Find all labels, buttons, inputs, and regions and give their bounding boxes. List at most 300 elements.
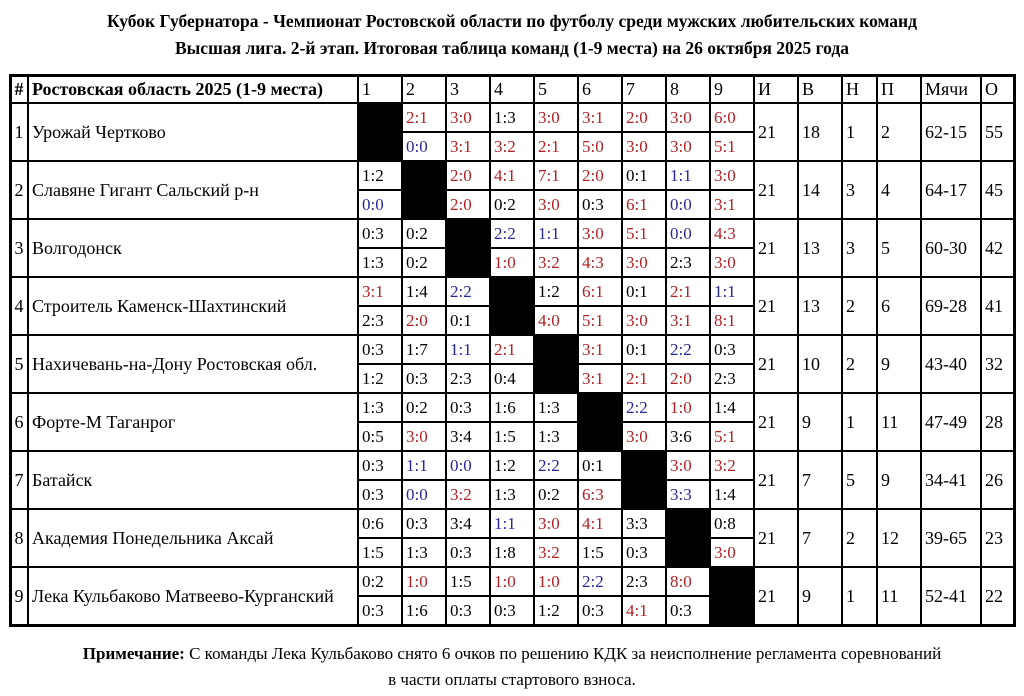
- score-cell: [490, 219, 534, 277]
- score-first-leg: 1:2: [359, 162, 401, 191]
- score-cell: [578, 219, 622, 277]
- score-second-leg: 3:2: [450, 485, 472, 505]
- score-cell: [402, 335, 446, 393]
- score-cell: [446, 277, 490, 335]
- stat-points: 23: [981, 509, 1014, 567]
- score-second-leg: 6:3: [582, 485, 604, 505]
- score-second-leg: 3:0: [670, 137, 692, 157]
- score-cell: [490, 335, 534, 393]
- score-cell: [402, 103, 446, 161]
- score-cell: [402, 393, 446, 451]
- score-second-leg: 0:3: [494, 601, 516, 621]
- stat-goals: 60-30: [921, 219, 981, 277]
- score-cell: [534, 103, 578, 161]
- score-cell: [446, 567, 490, 626]
- score-first-leg: 1:1: [711, 278, 753, 307]
- team-name-cell: Строитель Каменск-Шахтинский: [28, 277, 358, 335]
- stat-games: 21: [754, 219, 798, 277]
- stat-games: 21: [754, 103, 798, 161]
- score-first-leg: 1:3: [535, 394, 577, 423]
- score-first-leg: 0:0: [667, 220, 709, 249]
- score-first-leg: 2:0: [447, 162, 489, 191]
- score-first-leg: 1:1: [535, 220, 577, 249]
- team-name-cell: Урожай Чертково: [28, 103, 358, 161]
- score-second-leg: 0:3: [450, 601, 472, 621]
- score-cell: [710, 509, 754, 567]
- score-first-leg: 3:0: [667, 104, 709, 133]
- score-second-leg: 5:1: [582, 311, 604, 331]
- diagonal-cell: [622, 451, 666, 509]
- score-first-leg: 1:5: [447, 568, 489, 597]
- score-second-leg: 3:0: [714, 543, 736, 563]
- team-name-cell: Лека Кульбаково Матвеево-Курганский: [28, 567, 358, 626]
- score-cell: [622, 567, 666, 626]
- score-second-leg: 0:3: [362, 601, 384, 621]
- stat-losses: 2: [877, 103, 921, 161]
- score-cell: [622, 219, 666, 277]
- header-opponent-4: 4: [490, 76, 534, 104]
- score-first-leg: 1:1: [403, 452, 445, 481]
- stat-losses: 4: [877, 161, 921, 219]
- stat-games: 21: [754, 451, 798, 509]
- score-second-leg: 1:3: [538, 427, 560, 447]
- score-first-leg: 2:2: [623, 394, 665, 423]
- team-name-cell: Волгодонск: [28, 219, 358, 277]
- stat-goals: 34-41: [921, 451, 981, 509]
- score-cell: [534, 219, 578, 277]
- header-opponent-5: 5: [534, 76, 578, 104]
- score-second-leg: 1:5: [362, 543, 384, 563]
- score-second-leg: 5:1: [714, 427, 736, 447]
- score-second-leg: 0:0: [406, 137, 428, 157]
- score-first-leg: 1:1: [491, 510, 533, 539]
- stat-wins: 18: [798, 103, 842, 161]
- stat-wins: 13: [798, 277, 842, 335]
- score-first-leg: 1:4: [403, 278, 445, 307]
- score-cell: [402, 567, 446, 626]
- score-first-leg: 2:2: [667, 336, 709, 365]
- header-opponent-2: 2: [402, 76, 446, 104]
- score-second-leg: 1:5: [582, 543, 604, 563]
- score-first-leg: 8:0: [667, 568, 709, 597]
- score-first-leg: 2:2: [535, 452, 577, 481]
- stat-losses: 5: [877, 219, 921, 277]
- score-first-leg: 1:3: [491, 104, 533, 133]
- score-first-leg: 0:3: [403, 510, 445, 539]
- score-cell: [402, 509, 446, 567]
- stat-games: 21: [754, 161, 798, 219]
- header-stat-wins: В: [798, 76, 842, 104]
- score-cell: [490, 567, 534, 626]
- score-second-leg: 2:1: [626, 369, 648, 389]
- score-cell: [666, 161, 710, 219]
- stat-wins: 9: [798, 567, 842, 626]
- score-cell: [666, 335, 710, 393]
- page-title-line1: Кубок Губернатора - Чемпионат Ростовской области по футболу среди мужских любительских команд: [107, 11, 917, 31]
- score-second-leg: 5:0: [582, 137, 604, 157]
- team-row: [10, 219, 1014, 277]
- score-second-leg: 2:3: [450, 369, 472, 389]
- stat-goals: 39-65: [921, 509, 981, 567]
- score-second-leg: 5:1: [714, 137, 736, 157]
- score-first-leg: 0:8: [711, 510, 753, 539]
- header-stat-goals: Мячи: [921, 76, 981, 104]
- stat-wins: 10: [798, 335, 842, 393]
- score-first-leg: 0:1: [579, 452, 621, 481]
- score-first-leg: 2:3: [623, 568, 665, 597]
- stat-draws: 2: [842, 509, 877, 567]
- score-second-leg: 0:1: [450, 311, 472, 331]
- footnote: [82, 641, 942, 692]
- score-first-leg: 6:1: [579, 278, 621, 307]
- score-second-leg: 3:0: [626, 137, 648, 157]
- header-opponent-1: 1: [358, 76, 402, 104]
- score-first-leg: 2:1: [491, 336, 533, 365]
- stat-draws: 3: [842, 161, 877, 219]
- score-cell: [358, 509, 402, 567]
- score-second-leg: 3:1: [582, 369, 604, 389]
- team-row: [10, 277, 1014, 335]
- score-second-leg: 0:0: [362, 195, 384, 215]
- rank-cell: 2: [10, 161, 28, 219]
- score-second-leg: 1:3: [494, 485, 516, 505]
- score-second-leg: 4:0: [538, 311, 560, 331]
- score-cell: [446, 335, 490, 393]
- score-cell: [710, 335, 754, 393]
- score-cell: [490, 509, 534, 567]
- score-first-leg: 2:0: [579, 162, 621, 191]
- score-second-leg: 1:6: [406, 601, 428, 621]
- score-first-leg: 3:1: [579, 104, 621, 133]
- score-cell: [710, 451, 754, 509]
- team-row: [10, 103, 1014, 161]
- score-second-leg: 3:0: [626, 311, 648, 331]
- score-cell: [622, 393, 666, 451]
- footnote-text: С команды Лека Кульбаково снято 6 очков по решению КДК за неисполнение регламента соревнований в части оплаты стартового взноса.: [189, 644, 942, 689]
- score-second-leg: 2:0: [406, 311, 428, 331]
- score-second-leg: 0:3: [582, 195, 604, 215]
- header-stat-games: И: [754, 76, 798, 104]
- team-name-cell: Академия Понедельника Аксай: [28, 509, 358, 567]
- score-first-leg: 0:6: [359, 510, 401, 539]
- score-cell: [490, 451, 534, 509]
- score-cell: [578, 451, 622, 509]
- rank-cell: 6: [10, 393, 28, 451]
- score-first-leg: 0:3: [359, 452, 401, 481]
- stat-games: 21: [754, 335, 798, 393]
- header-opponent-7: 7: [622, 76, 666, 104]
- score-cell: [534, 393, 578, 451]
- score-second-leg: 4:1: [626, 601, 648, 621]
- score-first-leg: 1:0: [403, 568, 445, 597]
- score-cell: [358, 161, 402, 219]
- score-second-leg: 1:4: [714, 485, 736, 505]
- diagonal-cell: [402, 161, 446, 219]
- stat-draws: 2: [842, 335, 877, 393]
- score-cell: [446, 509, 490, 567]
- score-cell: [578, 335, 622, 393]
- score-cell: [358, 393, 402, 451]
- stat-goals: 69-28: [921, 277, 981, 335]
- score-cell: [710, 219, 754, 277]
- stat-points: 55: [981, 103, 1014, 161]
- score-first-leg: 0:0: [447, 452, 489, 481]
- team-row: [10, 335, 1014, 393]
- score-cell: [666, 219, 710, 277]
- score-cell: [446, 451, 490, 509]
- diagonal-cell: [666, 509, 710, 567]
- score-second-leg: 2:3: [714, 369, 736, 389]
- score-second-leg: 3:2: [538, 253, 560, 273]
- score-second-leg: 3:1: [670, 311, 692, 331]
- stat-points: 28: [981, 393, 1014, 451]
- score-second-leg: 2:1: [538, 137, 560, 157]
- stat-goals: 64-17: [921, 161, 981, 219]
- score-first-leg: 1:7: [403, 336, 445, 365]
- header-competition-name: Ростовская область 2025 (1-9 места): [28, 76, 358, 104]
- team-row: [10, 509, 1014, 567]
- score-second-leg: 1:0: [494, 253, 516, 273]
- stat-games: 21: [754, 509, 798, 567]
- score-cell: [446, 393, 490, 451]
- score-cell: [402, 277, 446, 335]
- team-row: [10, 451, 1014, 509]
- score-second-leg: 2:0: [670, 369, 692, 389]
- score-cell: [490, 103, 534, 161]
- score-first-leg: 3:1: [579, 336, 621, 365]
- stat-wins: 9: [798, 393, 842, 451]
- rank-cell: 5: [10, 335, 28, 393]
- score-first-leg: 3:0: [711, 162, 753, 191]
- score-second-leg: 1:3: [406, 543, 428, 563]
- score-cell: [710, 393, 754, 451]
- stat-goals: 52-41: [921, 567, 981, 626]
- score-first-leg: 1:2: [491, 452, 533, 481]
- header-opponent-6: 6: [578, 76, 622, 104]
- score-cell: [490, 393, 534, 451]
- score-first-leg: 1:1: [447, 336, 489, 365]
- stat-goals: 62-15: [921, 103, 981, 161]
- rank-cell: 4: [10, 277, 28, 335]
- score-first-leg: 3:1: [359, 278, 401, 307]
- score-second-leg: 1:5: [494, 427, 516, 447]
- score-second-leg: 0:5: [362, 427, 384, 447]
- page-title: [10, 8, 1014, 62]
- score-cell: [402, 219, 446, 277]
- score-second-leg: 3:0: [626, 253, 648, 273]
- score-first-leg: 2:1: [667, 278, 709, 307]
- score-first-leg: 3:0: [667, 452, 709, 481]
- score-first-leg: 5:1: [623, 220, 665, 249]
- diagonal-cell: [710, 567, 754, 626]
- score-first-leg: 3:0: [535, 104, 577, 133]
- stat-wins: 7: [798, 509, 842, 567]
- score-first-leg: 2:2: [579, 568, 621, 597]
- score-second-leg: 8:1: [714, 311, 736, 331]
- rank-cell: 3: [10, 219, 28, 277]
- score-second-leg: 1:8: [494, 543, 516, 563]
- header-row: [10, 76, 1014, 104]
- score-first-leg: 1:1: [667, 162, 709, 191]
- score-cell: [534, 161, 578, 219]
- score-second-leg: 3:2: [538, 543, 560, 563]
- stat-draws: 2: [842, 277, 877, 335]
- score-cell: [622, 335, 666, 393]
- score-second-leg: 1:2: [362, 369, 384, 389]
- stat-points: 41: [981, 277, 1014, 335]
- score-first-leg: 0:1: [623, 162, 665, 191]
- score-first-leg: 0:1: [623, 336, 665, 365]
- stat-goals: 43-40: [921, 335, 981, 393]
- stat-losses: 6: [877, 277, 921, 335]
- stat-losses: 11: [877, 393, 921, 451]
- stat-wins: 7: [798, 451, 842, 509]
- score-second-leg: 6:1: [626, 195, 648, 215]
- page-title-line2: Высшая лига. 2-й этап. Итоговая таблица команд (1-9 места) на 26 октября 2025 года: [174, 38, 850, 59]
- score-second-leg: 0:2: [538, 485, 560, 505]
- score-cell: [358, 451, 402, 509]
- header-stat-draws: Н: [842, 76, 877, 104]
- score-second-leg: 0:2: [494, 195, 516, 215]
- header-opponent-8: 8: [666, 76, 710, 104]
- score-first-leg: 3:0: [447, 104, 489, 133]
- score-second-leg: 0:3: [670, 601, 692, 621]
- stat-draws: 3: [842, 219, 877, 277]
- stat-goals: 47-49: [921, 393, 981, 451]
- score-second-leg: 3:0: [714, 253, 736, 273]
- stat-losses: 9: [877, 335, 921, 393]
- footnote-label: Примечание:: [82, 644, 185, 664]
- score-first-leg: 1:0: [535, 568, 577, 597]
- score-first-leg: 3:0: [579, 220, 621, 249]
- stat-points: 45: [981, 161, 1014, 219]
- stat-draws: 1: [842, 393, 877, 451]
- score-second-leg: 4:3: [582, 253, 604, 273]
- diagonal-cell: [534, 335, 578, 393]
- stat-draws: 1: [842, 103, 877, 161]
- score-cell: [710, 161, 754, 219]
- score-first-leg: 0:1: [623, 278, 665, 307]
- team-row: [10, 393, 1014, 451]
- score-cell: [578, 509, 622, 567]
- score-first-leg: 6:0: [711, 104, 753, 133]
- score-first-leg: 3:3: [623, 510, 665, 539]
- diagonal-cell: [358, 103, 402, 161]
- score-cell: [622, 509, 666, 567]
- score-second-leg: 0:2: [406, 253, 428, 273]
- score-cell: [446, 161, 490, 219]
- stat-games: 21: [754, 393, 798, 451]
- stat-losses: 11: [877, 567, 921, 626]
- score-cell: [534, 277, 578, 335]
- team-name-cell: Славяне Гигант Сальский р-н: [28, 161, 358, 219]
- score-second-leg: 0:0: [670, 195, 692, 215]
- score-first-leg: 7:1: [535, 162, 577, 191]
- rank-cell: 1: [10, 103, 28, 161]
- score-cell: [358, 277, 402, 335]
- score-first-leg: 2:2: [491, 220, 533, 249]
- score-cell: [666, 567, 710, 626]
- score-cell: [666, 393, 710, 451]
- score-second-leg: 1:3: [362, 253, 384, 273]
- score-first-leg: 4:3: [711, 220, 753, 249]
- score-first-leg: 2:2: [447, 278, 489, 307]
- score-cell: [666, 103, 710, 161]
- score-first-leg: 0:3: [447, 394, 489, 423]
- stat-games: 21: [754, 277, 798, 335]
- score-cell: [710, 103, 754, 161]
- score-first-leg: 4:1: [491, 162, 533, 191]
- score-first-leg: 3:4: [447, 510, 489, 539]
- score-second-leg: 0:3: [582, 601, 604, 621]
- team-row: [10, 161, 1014, 219]
- standings-table: [9, 74, 1016, 627]
- score-second-leg: 2:3: [670, 253, 692, 273]
- score-cell: [710, 277, 754, 335]
- score-first-leg: 2:0: [623, 104, 665, 133]
- score-first-leg: 0:3: [359, 220, 401, 249]
- stat-draws: 5: [842, 451, 877, 509]
- header-opponent-9: 9: [710, 76, 754, 104]
- score-cell: [578, 567, 622, 626]
- score-first-leg: 0:2: [403, 220, 445, 249]
- score-second-leg: 3:2: [494, 137, 516, 157]
- score-first-leg: 4:1: [579, 510, 621, 539]
- header-stat-points: О: [981, 76, 1014, 104]
- header-opponent-3: 3: [446, 76, 490, 104]
- score-cell: [446, 103, 490, 161]
- score-cell: [666, 277, 710, 335]
- stat-wins: 14: [798, 161, 842, 219]
- score-second-leg: 3:4: [450, 427, 472, 447]
- score-second-leg: 3:6: [670, 427, 692, 447]
- score-first-leg: 1:3: [359, 394, 401, 423]
- score-second-leg: 0:3: [362, 485, 384, 505]
- score-cell: [534, 567, 578, 626]
- score-cell: [622, 277, 666, 335]
- diagonal-cell: [578, 393, 622, 451]
- score-first-leg: 0:2: [359, 568, 401, 597]
- score-first-leg: 0:2: [403, 394, 445, 423]
- team-row: [10, 567, 1014, 626]
- rank-cell: 9: [10, 567, 28, 626]
- header-rank: #: [10, 76, 28, 104]
- rank-cell: 8: [10, 509, 28, 567]
- score-first-leg: 0:3: [359, 336, 401, 365]
- score-cell: [622, 161, 666, 219]
- score-cell: [358, 567, 402, 626]
- score-cell: [358, 219, 402, 277]
- score-first-leg: 2:1: [403, 104, 445, 133]
- stat-draws: 1: [842, 567, 877, 626]
- team-name-cell: Нахичевань-на-Дону Ростовская обл.: [28, 335, 358, 393]
- score-cell: [578, 103, 622, 161]
- score-second-leg: 3:1: [450, 137, 472, 157]
- score-cell: [578, 277, 622, 335]
- score-second-leg: 2:3: [362, 311, 384, 331]
- score-second-leg: 0:3: [406, 369, 428, 389]
- score-first-leg: 1:6: [491, 394, 533, 423]
- score-first-leg: 3:0: [535, 510, 577, 539]
- score-second-leg: 0:4: [494, 369, 516, 389]
- stat-games: 21: [754, 567, 798, 626]
- score-second-leg: 3:0: [626, 427, 648, 447]
- score-second-leg: 3:3: [670, 485, 692, 505]
- score-first-leg: 3:2: [711, 452, 753, 481]
- score-first-leg: 0:3: [711, 336, 753, 365]
- score-second-leg: 3:0: [406, 427, 428, 447]
- diagonal-cell: [490, 277, 534, 335]
